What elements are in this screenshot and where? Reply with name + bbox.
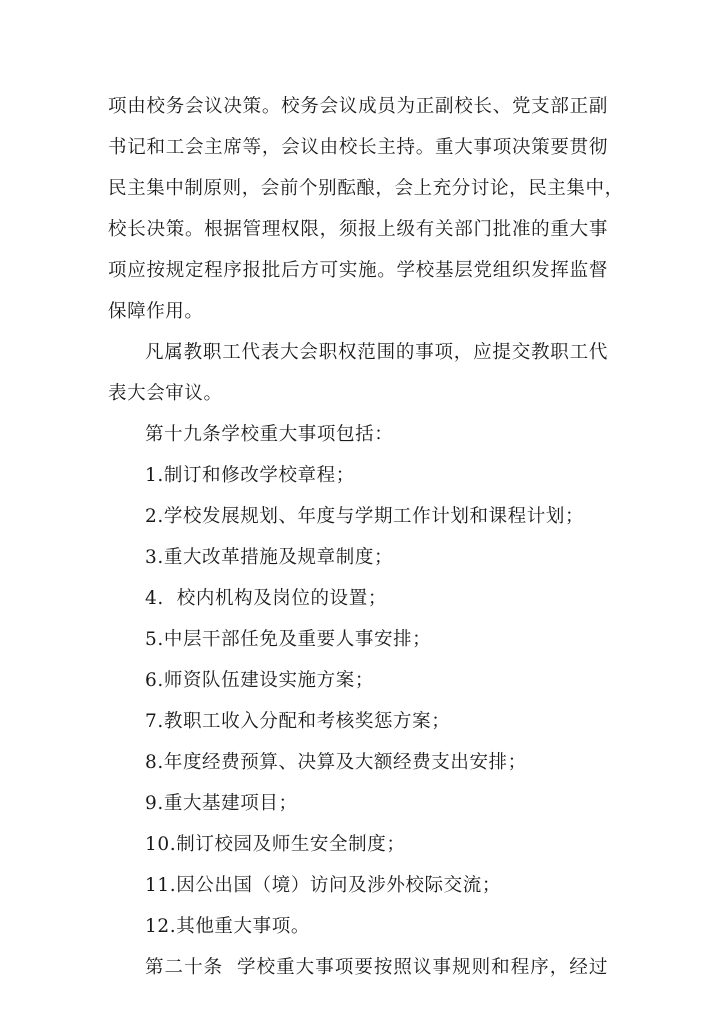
list-item: 12.其他重大事项。 [145, 916, 310, 937]
list-item: 9.重大基建项目； [145, 793, 298, 814]
paragraph-decision-process [108, 86, 624, 332]
list-item: 3.重大改革措施及规章制度； [145, 547, 394, 568]
article-20 [108, 947, 608, 988]
article-heading: 第十九条学校重大事项包括： [145, 424, 394, 445]
list-item: 10.制订校园及师生安全制度； [145, 834, 406, 855]
list-item: 1.制订和修改学校章程； [145, 465, 355, 486]
text-line: 民主集中制原则，会前个别酝酿，会上充分讨论，民主集中， [108, 178, 624, 199]
text-line: 项应按规定程序报批后方可实施。学校基层党组织发挥监督 [108, 260, 608, 281]
list-item: 4. 校内机构及岗位的设置； [145, 588, 387, 609]
list-item: 2.学校发展规划、年度与学期工作计划和课程计划； [145, 506, 585, 527]
list-item: 5.中层干部任免及重要人事安排； [145, 629, 432, 650]
list-item: 8.年度经费预算、决算及大额经费支出安排； [145, 752, 527, 773]
list-item: 11.因公出国（境）访问及涉外校际交流； [145, 875, 501, 896]
text-line: 校长决策。根据管理权限，须报上级有关部门批准的重大事 [108, 219, 608, 240]
text-line: 书记和工会主席等，会议由校长主持。重大事项决策要贯彻 [108, 137, 608, 158]
list-item: 6.师资队伍建设实施方案； [145, 670, 374, 691]
paragraph-staff-congress [108, 332, 608, 414]
text-line: 凡属教职工代表大会职权范围的事项，应提交教职工代 [145, 342, 608, 363]
document-body [108, 86, 624, 988]
text-line: 表大会审议。 [108, 383, 223, 404]
article-19 [108, 414, 608, 947]
list-item: 7.教职工收入分配和考核奖惩方案； [145, 711, 451, 732]
text-line: 保障作用。 [108, 301, 204, 322]
text-line: 项由校务会议决策。校务会议成员为正副校长、党支部正副 [108, 96, 608, 117]
article-heading: 第二十条 学校重大事项要按照议事规则和程序，经过 [145, 957, 608, 978]
